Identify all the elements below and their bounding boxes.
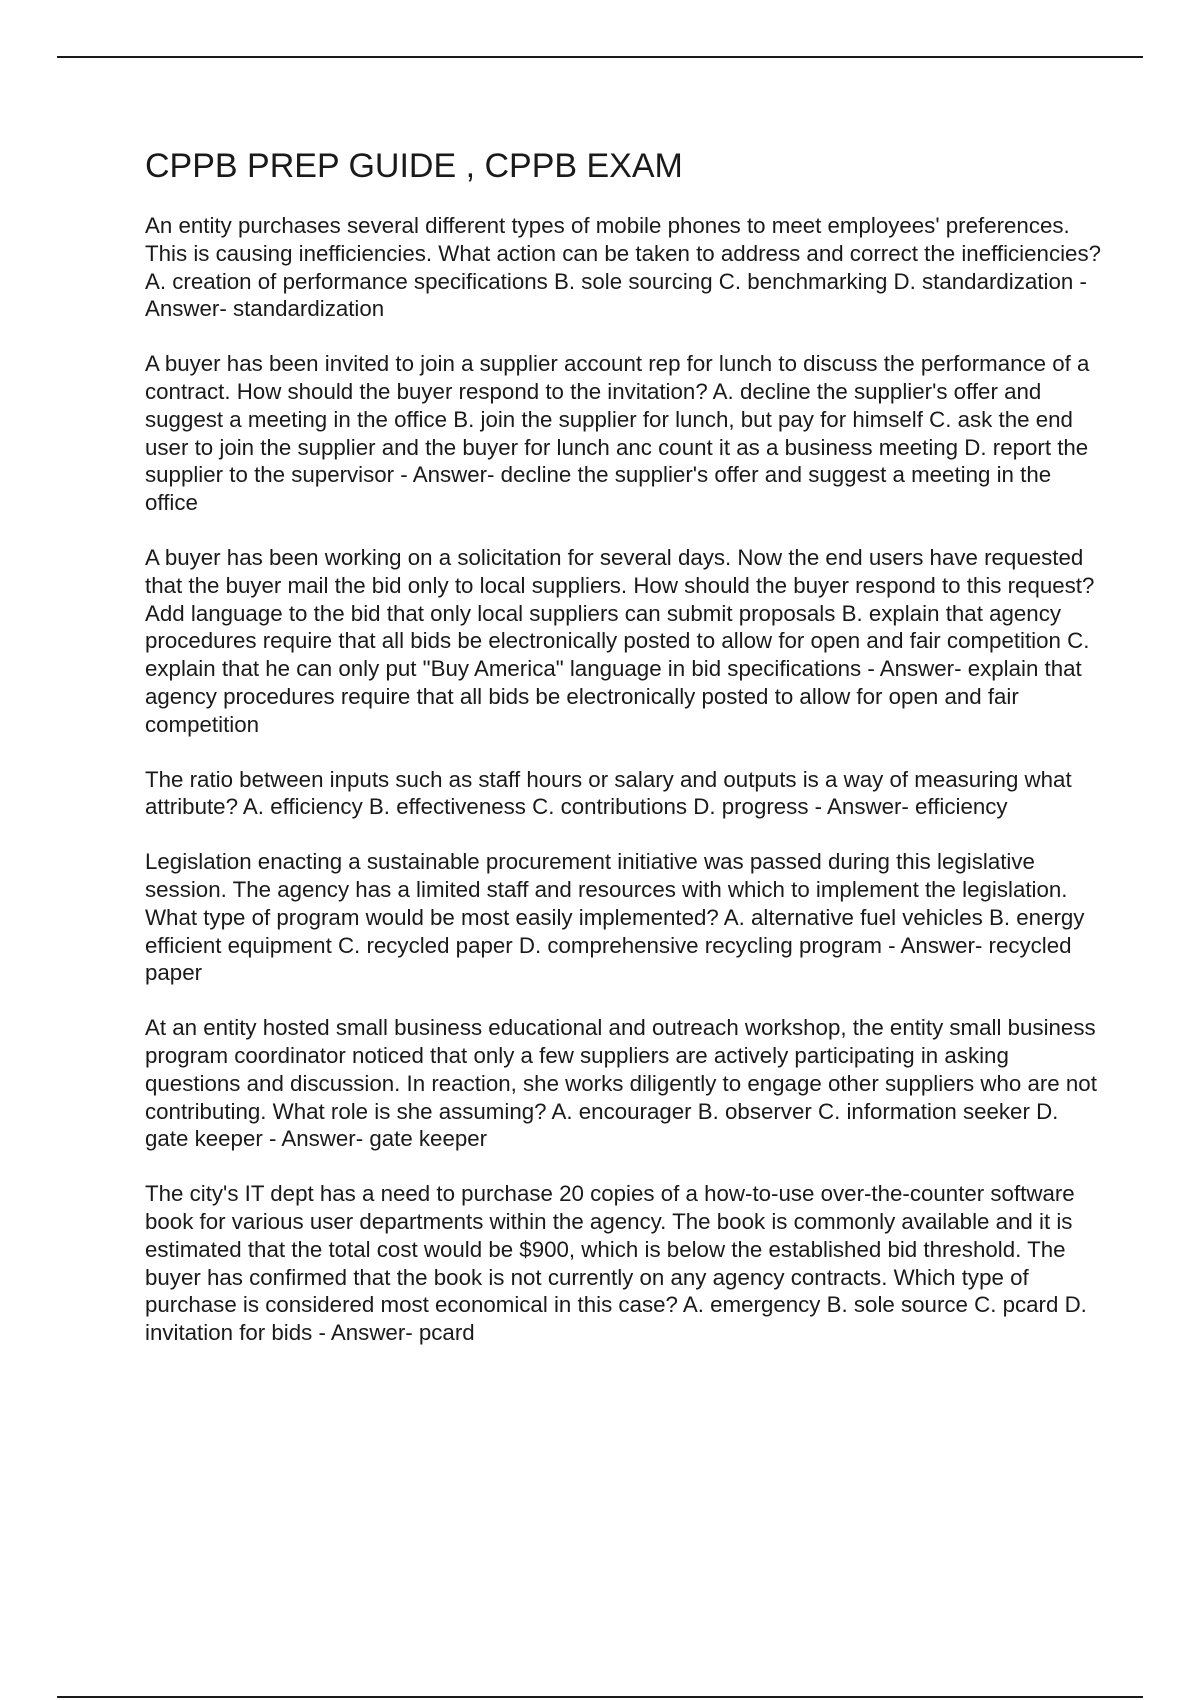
header-rule — [57, 56, 1143, 58]
question-answer-7: The city's IT dept has a need to purchase 20 copies of a how-to-use over-the-counter software book for various user departments within the agency. The book is commonly available and it is estimated that the total cost would be $900, which is below the established bid threshold. The buyer has confirmed that the book is not currently on any agency contracts. Which type of purchase is considered most economical in this case? A. emergency B. sole source C. pcard D. invitation for bids - Answer- pcard — [145, 1181, 1087, 1346]
question-answer-3: A buyer has been working on a solicitation for several days. Now the end users have requested that the buyer mail the bid only to local suppliers. How should the buyer respond to this request? Add language to the bid that only local suppliers can submit proposals B. explain that agency procedures require that all bids be electronically posted to allow for open and fair competition C. explain that he can only put "Buy America" language in bid specifications - Answer- explain that agency procedures require that all bids be electronically posted to allow for open and fair competition — [145, 544, 1095, 737]
document-body — [145, 142, 1105, 1374]
document-title: CPPB PREP GUIDE , CPPB EXAM — [145, 147, 683, 185]
footer-rule — [57, 1696, 1143, 1698]
question-answer-4: The ratio between inputs such as staff hours or salary and outputs is a way of measuring what attribute? A. efficiency B. effectiveness C. contributions D. progress - Answer- efficiency — [145, 766, 1072, 820]
question-answer-2: A buyer has been invited to join a supplier account rep for lunch to discuss the performance of a contract. How should the buyer respond to the invitation? A. decline the supplier's offer and suggest a meeting in the office B. join the supplier for lunch, but pay for himself C. ask the end user to join the supplier and the buyer for lunch anc count it as a business meeting D. report the supplier to the supervisor - Answer- decline the supplier's offer and suggest a meeting in the office — [145, 351, 1090, 516]
question-answer-1: An entity purchases several different types of mobile phones to meet employees' preferences. This is causing inefficiencies. What action can be taken to address and correct the inefficiencies? A. creation of performance specifications B. sole sourcing C. benchmarking D. standardization - Answer- standardization — [145, 213, 1101, 322]
question-answer-5: Legislation enacting a sustainable procurement initiative was passed during this legislative session. The agency has a limited staff and resources with which to implement the legislation. What type of program would be most easily implemented? A. alternative fuel vehicles B. energy efficient equipment C. recycled paper D. comprehensive recycling program - Answer- recycled paper — [145, 849, 1085, 986]
question-answer-6: At an entity hosted small business educational and outreach workshop, the entity small business program coordinator noticed that only a few suppliers are actively participating in asking questions and discussion. In reaction, she works diligently to engage other suppliers who are not contributing. What role is she assuming? A. encourager B. observer C. information seeker D. gate keeper - Answer- gate keeper — [145, 1015, 1097, 1152]
